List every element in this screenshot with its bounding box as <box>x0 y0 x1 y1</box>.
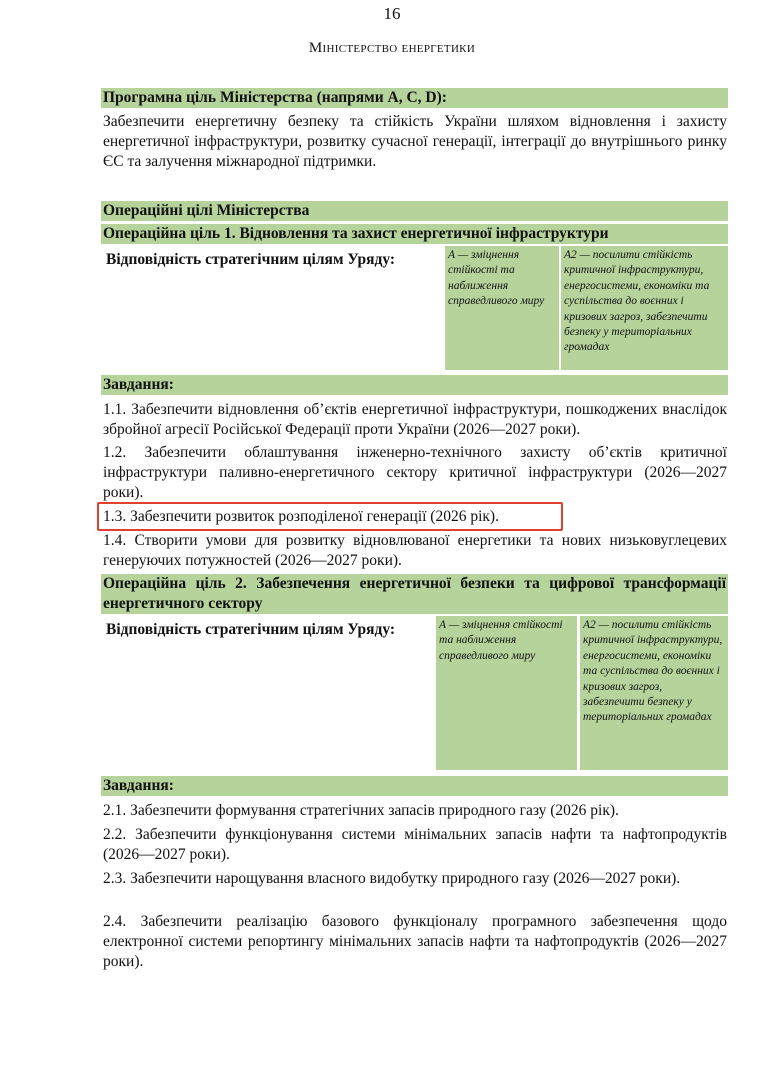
operational-goals-heading: Операційні цілі Міністерства <box>101 201 728 221</box>
ministry-header: Міністерство енергетики <box>308 40 476 56</box>
goal1-task-1: 1.1. Забезпечити відновлення об’єктів енергетичної інфраструктури, пошкоджених внаслідок збройної агресії Російської Федерації проти України (2026—2027 роки). <box>103 401 727 438</box>
goal1-strategic-goal-a: А — зміцнення стійкості та наближення справедливого миру <box>445 246 559 370</box>
goal2-strategic-goal-a: А — зміцнення стійкості та наближення справедливого миру <box>436 616 577 770</box>
goal2-task-3: 2.3. Забезпечити нарощування власного видобутку природного газу (2026—2027 роки). <box>103 870 681 887</box>
goal2-task-1: 2.1. Забезпечити формування стратегічних запасів природного газу (2026 рік). <box>103 802 619 819</box>
goal1-task-2: 1.2. Забезпечити облаштування інженерно-технічного захисту об’єктів критичної інфраструктури паливно-енергетичного сектору критичної інфраструктури (2026—2027 роки). <box>103 444 727 501</box>
goal2-task-4: 2.4. Забезпечити реалізацію базового функціоналу програмного забезпечення щодо електронної системи репортингу мінімальних запасів нафти та нафтопродуктів (2026—2027 роки). <box>103 913 727 970</box>
goal2-strategic-goal-a2: А2 — посилити стійкість критичної інфраструктури, енергосистеми, економіки та суспільства до воєнних і кризових загроз, забезпечити безпеку у територіальних громадах <box>580 616 728 770</box>
goal1-task-4: 1.4. Створити умови для розвитку відновлюваної енергетики та нових низьковуглецевих генеруючих потужностей (2026—2027 роки). <box>103 532 727 569</box>
program-goal-text: Забезпечити енергетичну безпеку та стійкість України шляхом відновлення і захисту енергетичної інфраструктури, розвитку сучасної генерації, інтеграції до внутрішнього ринку ЄС та залучення міжнародної підтримки. <box>103 113 727 170</box>
goal2-tasks-heading: Завдання: <box>101 776 728 796</box>
goal1-strategic-goal-a2: А2 — посилити стійкість критичної інфраструктури, енергосистеми, економіки та суспільства до воєнних і кризових загроз, забезпечити безпеку у територіальних громадах <box>561 246 728 370</box>
goal1-tasks-heading: Завдання: <box>101 375 728 395</box>
goal1-alignment-label: Відповідність стратегічним цілям Уряду: <box>106 251 396 268</box>
goal2-title: Операційна ціль 2. Забезпечення енергетичної безпеки та цифрової трансформації енергетичного сектору <box>103 575 726 612</box>
page-number: 16 <box>383 4 401 23</box>
goal2-task-2: 2.2. Забезпечити функціонування системи мінімальних запасів нафти та нафтопродуктів (2026—2027 роки). <box>103 826 727 863</box>
goal2-alignment-label: Відповідність стратегічним цілям Уряду: <box>106 621 396 638</box>
program-goal-heading: Програмна ціль Міністерства (напрями А, C, D): <box>101 88 728 108</box>
highlight-box <box>97 502 563 531</box>
goal1-task-3: 1.3. Забезпечити розвиток розподіленої генерації (2026 рік). <box>103 508 499 525</box>
goal1-title: Операційна ціль 1. Відновлення та захист енергетичної інфраструктури <box>101 224 728 244</box>
